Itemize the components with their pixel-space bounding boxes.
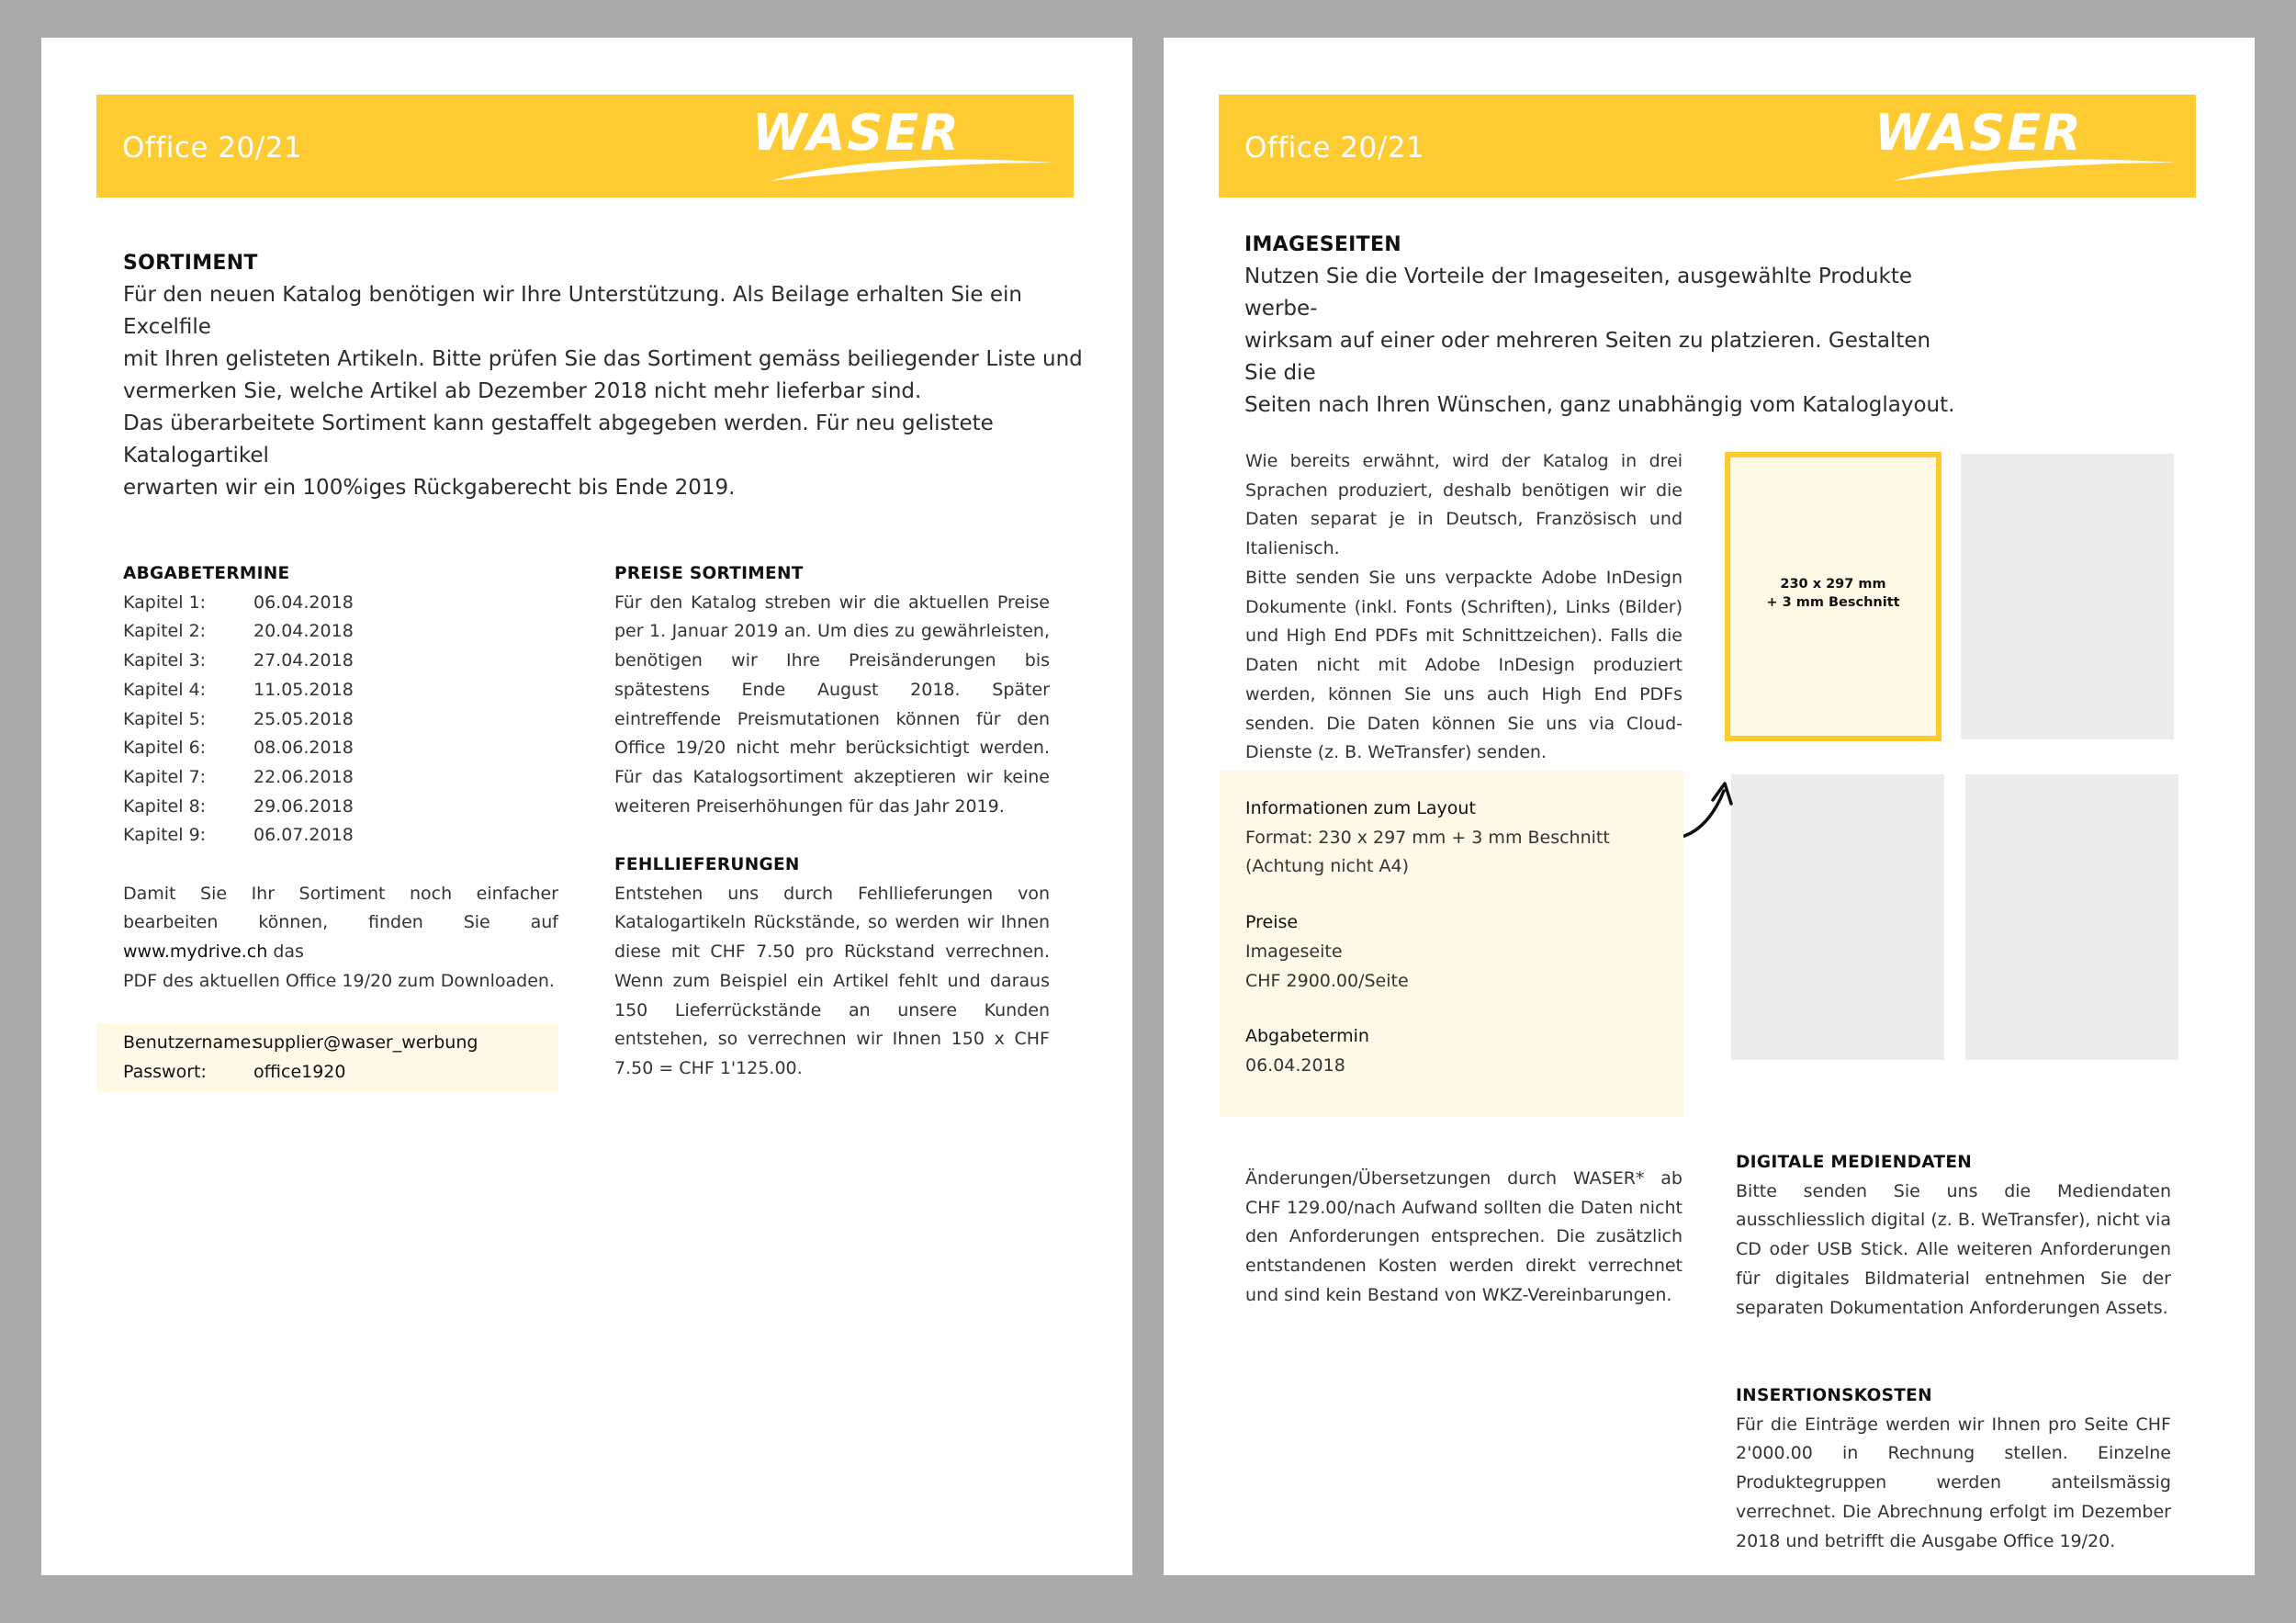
sortiment-heading: SORTIMENT	[123, 252, 258, 275]
digitale-text: Bitte senden Sie uns die Mediendaten ausschliesslich digital (z. B. WeTransfer), nicht via CD oder USB Stick. Alle weiteren Anforderungen für digitales Bildmaterial entnehmen Sie der separaten Dokumentation Anforderungen Assets.	[1736, 1180, 2171, 1318]
username-value: supplier@waser_werbung	[253, 1032, 478, 1053]
termin-value: 06.04.2018	[1245, 1054, 1345, 1076]
deadline-row: Kapitel 4: 11.05.2018	[123, 679, 354, 700]
waser-logo: WASER	[1874, 106, 2178, 188]
username-row: Benutzername: supplier@waser_werbung	[123, 1029, 558, 1058]
preise-heading: PREISE SORTIMENT	[614, 564, 804, 583]
preise-item: Imageseite	[1245, 941, 1343, 962]
abgabetermine-heading: ABGABETERMINE	[123, 564, 290, 583]
password-value: office1920	[253, 1061, 346, 1082]
password-row: Passwort: office1920	[123, 1058, 558, 1088]
indesign-text: Bitte senden Sie uns verpackte Adobe InDesign Dokumente (inkl. Fonts (Schriften), Links (Bilder) und High End PDFs mit Schnittzeichen). Falls die Daten nicht mit Adobe InDesign produziert werden, können Sie uns auch High End PDFs senden. Die Daten können Sie uns via Cloud-Dienste (z. B. WeTransfer) senden.	[1245, 568, 1683, 763]
deadline-row: Kapitel 2: 20.04.2018	[123, 621, 354, 642]
imageseiten-line: wirksam auf einer oder mehreren Seiten zu platzieren. Gestalten Sie die	[1244, 329, 1931, 385]
deadline-row: Kapitel 9: 06.07.2018	[123, 825, 354, 846]
image-placeholder	[1731, 774, 1944, 1060]
download-note: Damit Sie Ihr Sortiment noch einfacher bearbeiten können, finden Sie auf www.mydrive.ch das	[123, 883, 558, 963]
imageseiten-line: Nutzen Sie die Vorteile der Imageseiten, ausgewählte Produkte werbe-	[1244, 265, 1913, 321]
fehllieferungen-text: Entstehen uns durch Fehllieferungen von Katalogartikeln Rückstände, so werden wir Ihnen diese mit CHF 7.50 pro Rückstand verrechnen. Wenn zum Beispiel ein Artikel fehlt und daraus 150 Lieferrückstände an unsere Kunden entstehen, so verrechnen wir Ihnen 150 x CHF 7.50 = CHF 1'125.00.	[614, 883, 1050, 1078]
header-title: Office 20/21	[1244, 131, 1425, 164]
imageseiten-line: Seiten nach Ihren Wünschen, ganz unabhängig vom Kataloglayout.	[1244, 393, 1955, 417]
layout-note: (Achtung nicht A4)	[1245, 856, 1409, 877]
sortiment-section	[123, 247, 1087, 504]
download-note-line2: PDF des aktuellen Office 19/20 zum Downloaden.	[123, 970, 555, 991]
sortiment-line: vermerken Sie, welche Artikel ab Dezember 2018 nicht mehr lieferbar sind.	[123, 379, 922, 403]
left-page	[41, 38, 1132, 1575]
preise-text: Für den Katalog streben wir die aktuellen Preise per 1. Januar 2019 an. Um dies zu gewährleisten, benötigen wir Ihre Preisänderungen bis spätestens Ende August 2018. Später eintreffende Preismutationen können für den Office 19/20 nicht mehr berücksichtigt werden. Für das Katalogsortiment akzeptieren wir keine weiteren Preiserhöhungen für das Jahr 2019.	[614, 592, 1050, 817]
termin-heading: Abgabetermin	[1245, 1026, 1369, 1047]
deadline-row: Kapitel 7: 22.06.2018	[123, 766, 354, 787]
image-placeholder	[1961, 454, 2174, 739]
insertion-section	[1736, 1381, 2171, 1556]
imageseiten-heading: IMAGESEITEN	[1244, 233, 1401, 256]
sortiment-line: Für den neuen Katalog benötigen wir Ihre Unterstützung. Als Beilage erhalten Sie ein Excelfile	[123, 283, 1022, 339]
waser-logo: WASER	[752, 106, 1055, 188]
deadline-row: Kapitel 6: 08.06.2018	[123, 738, 354, 759]
right-page	[1164, 38, 2255, 1575]
deadline-row: Kapitel 5: 25.05.2018	[123, 708, 354, 729]
digitale-section	[1736, 1148, 2171, 1323]
fehllieferungen-section	[614, 851, 1050, 1084]
mydrive-link[interactable]: www.mydrive.ch	[123, 941, 268, 963]
insertion-heading: INSERTIONSKOSTEN	[1736, 1386, 1932, 1405]
insertion-text: Für die Einträge werden wir Ihnen pro Seite CHF 2'000.00 in Rechnung stellen. Einzelne Produktegruppen werden anteilsmässig verrechnet. Die Abrechnung erfolgt im Dezember 2018 und betrifft die Ausgabe Office 19/20.	[1736, 1414, 2171, 1551]
preise-value: CHF 2900.00/Seite	[1245, 970, 1409, 991]
sprachen-text: Wie bereits erwähnt, wird der Katalog in drei Sprachen produziert, deshalb benötigen wir die Daten separat je in Deutsch, Französisch und Italienisch.	[1245, 451, 1683, 559]
deadline-row: Kapitel 1: 06.04.2018	[123, 592, 354, 613]
page-format-preview	[1725, 452, 1941, 741]
layout-info-box	[1220, 771, 1683, 1117]
login-box	[96, 1023, 558, 1092]
sortiment-line: mit Ihren gelisteten Artikeln. Bitte prüfen Sie das Sortiment gemäss beiliegender Liste und	[123, 347, 1083, 371]
header-bar	[1219, 95, 2196, 197]
image-placeholder	[1965, 774, 2178, 1060]
imageseiten-section	[1244, 229, 1961, 422]
deadline-row: Kapitel 3: 27.04.2018	[123, 650, 354, 671]
layout-info-heading: Informationen zum Layout	[1245, 798, 1476, 818]
fehllieferungen-heading: FEHLLIEFERUNGEN	[614, 855, 800, 874]
header-title: Office 20/21	[122, 131, 303, 164]
preise-heading: Preise	[1245, 912, 1299, 933]
format-label: 230 x 297 mm + 3 mm Beschnitt	[1766, 577, 1900, 610]
aenderungen-text: Änderungen/Übersetzungen durch WASER* ab CHF 129.00/nach Aufwand sollten die Daten nicht den Anforderungen entsprechen. Die zusätzlich entstandenen Kosten werden direkt verrechnet und sind kein Bestand von WKZ-Vereinbarungen.	[1245, 1168, 1683, 1305]
sortiment-line: Das überarbeitete Sortiment kann gestaffelt abgegeben werden. Für neu gelistete Katalogartikel	[123, 411, 994, 468]
layout-format: Format: 230 x 297 mm + 3 mm Beschnitt	[1245, 827, 1610, 848]
digitale-heading: DIGITALE MEDIENDATEN	[1736, 1153, 1973, 1172]
preise-section	[614, 559, 1050, 821]
abgabetermine-section	[123, 559, 558, 997]
sortiment-line: erwarten wir ein 100%iges Rückgaberecht bis Ende 2019.	[123, 476, 736, 500]
header-bar	[96, 95, 1074, 197]
deadline-row: Kapitel 8: 29.06.2018	[123, 795, 354, 817]
